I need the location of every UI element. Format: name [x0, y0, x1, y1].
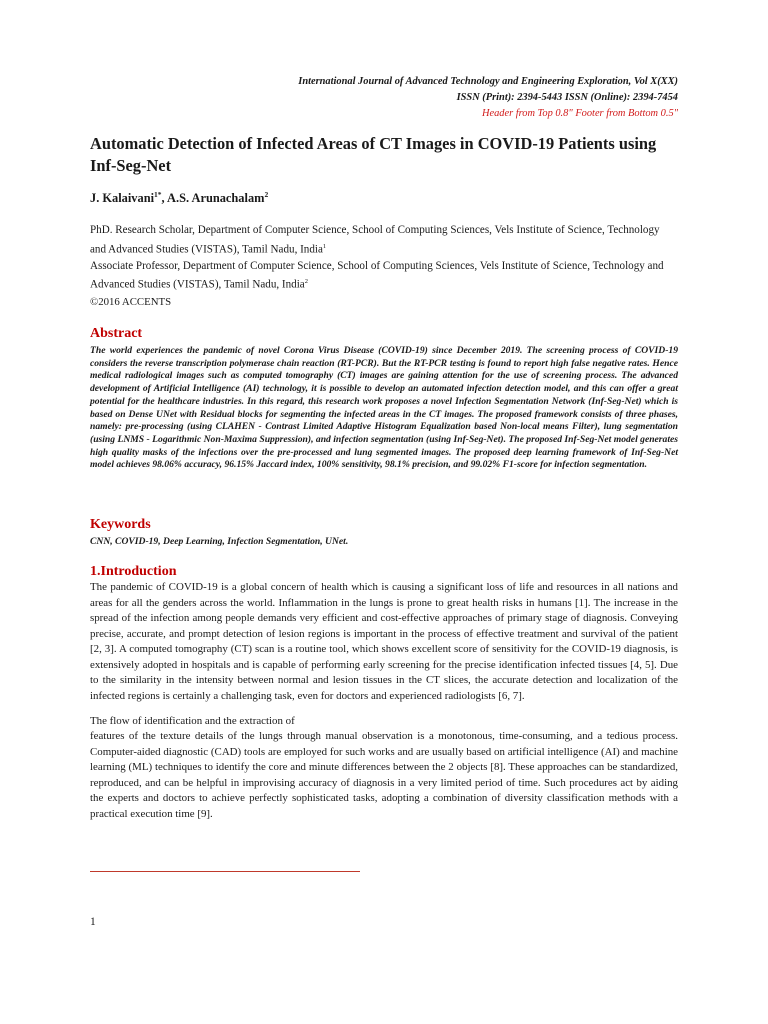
affiliation-text: PhD. Research Scholar, Department of Computer Science, School of Computing Sciences, Vels Institute of Science, Technology and Advanced Studies (VISTAS), Tamil Nadu, India [90, 224, 660, 256]
affiliation-1 [90, 222, 678, 258]
introduction-paragraph: features of the texture details of the lungs through manual observation is a monotonous, time-consuming, and a tedious process. Computer-aided diagnostic (CAD) tools are employed for such works and are usually based on artificial intelligence (AI) and machine learning (ML) techniques to identify the core and minute differences between the 2 objects [8]. These approaches can be standardized, reproduced, and can be helpful in improvising accuracy of diagnosis in a very limited period of time. Such procedures act by aiding the experts and doctors to achieve perfectly sophisticated tasks, adopting a combination of diversity classification methods with a practical execution time [9]. [90, 730, 678, 820]
paper-title: Automatic Detection of Infected Areas of CT Images in COVID-19 Patients using Inf-Seg-Net [90, 134, 657, 175]
footnote-divider [90, 871, 360, 872]
affiliation-marker: 1 [322, 242, 327, 250]
author-affiliation-marker: 1* [154, 190, 162, 199]
author-name: A.S. Arunachalam [167, 191, 265, 206]
affiliation-text: Associate Professor, Department of Computer Science, School of Computing Sciences, Vels Institute of Science, Technology and Advanced Studies (VISTAS), Tamil Nadu, India [90, 259, 664, 291]
author-separator: , [161, 191, 168, 206]
author-affiliation-marker: 2 [264, 190, 269, 199]
issn-line: ISSN (Print): 2394-5443 ISSN (Online): 2394-7454 [456, 92, 678, 103]
affiliation-2 [90, 258, 678, 294]
page-number: 1 [90, 916, 96, 928]
author-name: J. Kalaivani [90, 191, 155, 206]
introduction-paragraph: The flow of identification and the extraction of [90, 715, 295, 727]
journal-header [298, 74, 678, 122]
introduction-heading: 1.Introduction [90, 564, 177, 579]
keywords-heading: Keywords [90, 517, 151, 532]
affiliations [90, 222, 678, 293]
copyright-notice: ©2016 ACCENTS [90, 296, 172, 308]
keywords-text: CNN, COVID-19, Deep Learning, Infection Segmentation, UNet. [90, 536, 349, 547]
affiliation-marker: 2 [304, 278, 308, 286]
paper-page [90, 0, 678, 1024]
header-footer-note: Header from Top 0.8" Footer from Bottom 0.5" [481, 108, 678, 119]
journal-name: International Journal of Advanced Technology and Engineering Exploration, Vol X(XX) [298, 76, 678, 87]
introduction-paragraph: The pandemic of COVID-19 is a global concern of health which is causing a significant loss of life and resources in all nations and areas for all the genders across the world. Inflammation in the lungs is prone to great health risks in humans [1]. The increase in the spread of the infection among people demands very efficient and cost-effective approaches of primary stage of diagnosis. Conveying precise, accurate, and prompt detection of lesion regions is important in the process of effective treatment and survival of the patient [2, 3]. A computed tomography (CT) scan is a routine tool, which shows excellent score of sensitivity for the COVID-19 diagnosis, is extensively adopted in hospitals and is capable of performing early screening for the precise identification infected tissues [4, 5]. Due to the similarity in the intensity between normal and lesion tissues in the CT slices, the accurate detection and localization of the infected regions is certainly a challenging task, even for doctors and experienced radiologists [6, 7]. [90, 581, 678, 702]
abstract-text: The world experiences the pandemic of novel Corona Virus Disease (COVID-19) since December 2019. The screening process of COVID-19 considers the reverse transcription polymerase chain reaction (RT-PCR). But the RT-PCR testing is found to report high false negative rates. Hence medical radiological images such as computed tomography (CT) images are gaining attention for the use of screening process. The advanced development of Artificial Intelligence (AI) technology, it is possible to develop an automated infection detection model, and this can offer a great potential for the healthcare industries. In this regard, this research work proposes a novel Infection Segmentation Network (Inf-Seg-Net) which is based on Dense UNet with Residual blocks for segmenting the infected areas in the CT images. The proposed framework consists of three phases, namely: pre-processing (using CLAHEN - Contrast Limited Adaptive Histogram Equalization based Non-local means Filter), lung segmentation (using LNMS - Logarithmic Non-Maxima Suppression), and infection segmentation (using Inf-Seg-Net). The proposed Inf-Seg-Net model generates high quality masks of the infections over the pre-processed and lung segmented images. The proposed deep learning framework of Inf-Seg-Net model achieves 98.06% accuracy, 96.15% Jaccard index, 100% sensitivity, 98.1% precision, and 99.02% F1-score for infection segmentation. [90, 345, 678, 471]
abstract-heading: Abstract [90, 326, 143, 341]
author-line [90, 190, 268, 206]
